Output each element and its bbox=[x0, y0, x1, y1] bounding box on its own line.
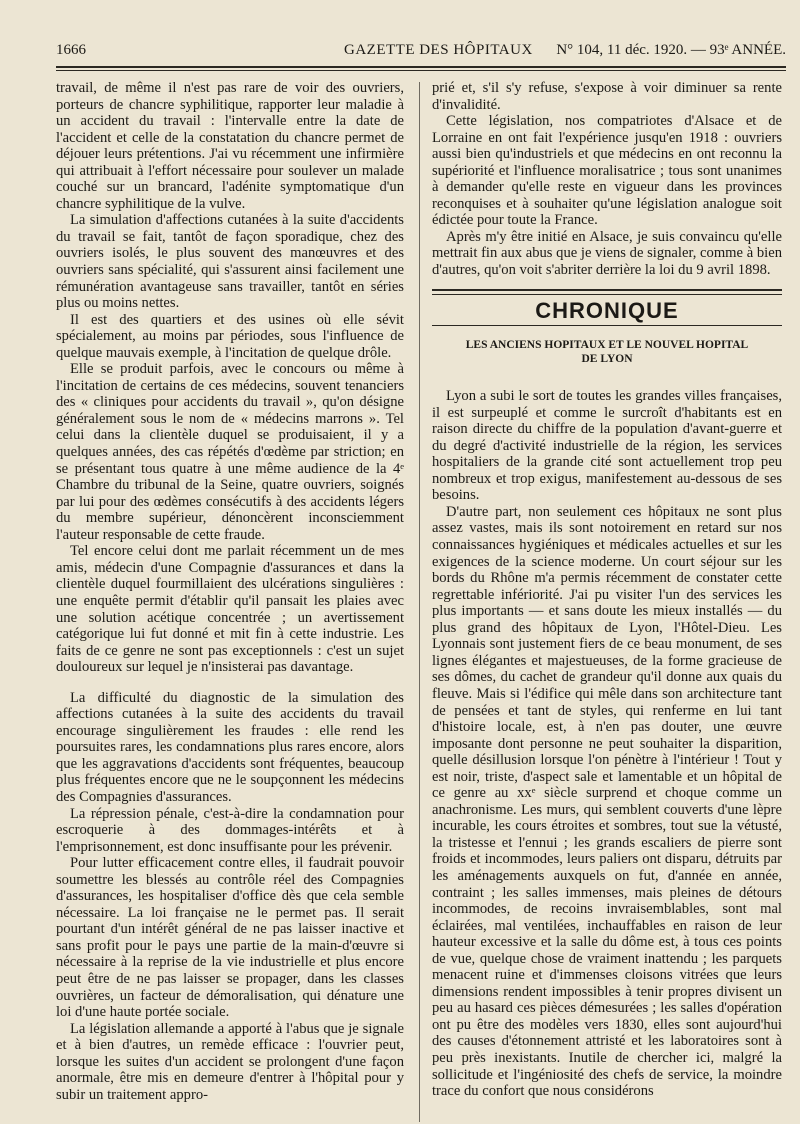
headline-line-2: DE LYON bbox=[581, 353, 633, 366]
paragraph: Pour lutter efficacement contre elles, il faudrait pouvoir soumettre les blessés au contrôle réel des Compagnies d'assurances, les hospitaliser d'office dès que cela semble nécessaire. La loi française ne le permet pas. Il serait pourtant d'un intérêt général de ne pas laisser inactive et sans profit pour le pays une partie de la main-d'œuvre si nécessaire à la reprise de la vie industrielle et plus encore peut être de ne pas laisser se propager, dans les classes ouvrières, un facteur de démoralisation, qui dénature une loi d'une haute portée sociale. bbox=[56, 855, 404, 1021]
paragraph: La simulation d'affections cutanées à la suite d'accidents du travail se fait, tantôt de façon sporadique, chez des ouvriers isolés, le plus souvent des manœuvres et des ouvriers sans spécialité, qui s'assurent ainsi facilement une rémunération avantageuse sans travailler, tantôt en séries plus ou moins nettes. bbox=[56, 212, 404, 312]
paragraph: Elle se produit parfois, avec le concours ou même à l'incitation de certains de ces médecins, souvent tenanciers des « cliniques pour accidents du travail », qu'on désigne généralement sous le nom de « médecins marrons ». Tel celui dans la clientèle duquel se produisaient, il y a quelques années, des cas répétés d'œdème par striction; en se présentant tous quatre à une même audience de la 4ᵉ Chambre du tribunal de la Seine, quatre ouvriers, soignés par lui pour des œdèmes consécutifs à des accidents légers du membre supérieur, dénoncèrent inconsciemment l'auteur responsable de cette fraude. bbox=[56, 361, 404, 543]
paragraph: prié et, s'il s'y refuse, s'expose à voir diminuer sa rente d'invalidité. bbox=[432, 80, 782, 113]
header-rule bbox=[56, 66, 786, 71]
page-number: 1666 bbox=[56, 42, 86, 58]
headline-line-1: LES ANCIENS HOPITAUX ET LE NOUVEL HOPITAL bbox=[465, 339, 749, 352]
paragraph: travail, de même il n'est pas rare de voir des ouvriers, porteurs de chancre syphilitique, rapporter leur maladie à un accident du travail : l'intervalle entre la date de l'accident et celle de la constatation du chancre permet de déjouer leurs prétentions. J'ai vu récemment une infirmière qui attribuait à l'effort nécessaire pour soulever un malade couché sur un brancard, l'adénite symptomatique d'un chancre syphilitique de la vulve. bbox=[56, 80, 404, 212]
paragraph: Il est des quartiers et des usines où elle sévit spécialement, au moins par périodes, sous l'influence de quelque mauvais exemple, à l'incitation de quelque drôle. bbox=[56, 311, 404, 361]
paragraph: La législation allemande a apporté à l'abus que je signale et à bien d'autres, un remède efficace : l'ouvrier peut, lorsque les suites d'un accident se prolongent d'une façon anormale, être mis en demeure d'entrer à l'hôpital pour y subir un traitement appro- bbox=[56, 1020, 404, 1103]
paragraph: Tel encore celui dont me parlait récemment un de mes amis, médecin d'une Compagnie d'assurances et dans la clientèle duquel fourmillaient des ulcérations singulières : une enquête permit d'établir qu'il pansait les plaies avec une solution acétique concentrée ; un avertissement catégorique lui fut donné et mit fin à cette industrie. Les faits de ce genre ne sont pas exceptionnels : c'est un sujet douloureux sur lequel je n'insisterai pas davantage. bbox=[56, 543, 404, 676]
paragraph: Après m'y être initié en Alsace, je suis convaincu qu'elle mettrait fin aux abus que je viens de signaler, comme à bien d'autres, qu'on voit s'abriter derrière la loi du 9 avril 1898. bbox=[432, 228, 782, 279]
right-column bbox=[432, 80, 782, 1100]
paragraph: Lyon a subi le sort de toutes les grandes villes françaises, il est surpeuplé et comme le surcroît d'habitants est en raison directe du chiffre de la population d'avant-guerre et du degré d'activité industrielle de la région, les services hospitaliers de la grande cité sont actuellement trop peu nombreux et trop exigus, manifestement au-dessous de ses besoins. bbox=[432, 388, 782, 504]
section-rule bbox=[432, 289, 782, 295]
column-divider bbox=[419, 82, 420, 1122]
paragraph: D'autre part, non seulement ces hôpitaux ne sont plus assez vastes, mais ils sont notoirement en retard sur nos connaissances hygiéniques et médicales actuelles et sur les exigences de la science moderne. Un court séjour sur les bords du Rhône m'a permis récemment de constater cette regrettable infériorité. J'ai pu visiter l'un des services les plus importants — et sans doute les mieux installés — du plus grand des hôpitaux de Lyon, l'Hôtel-Dieu. Les Lyonnais sont justement fiers de ce beau monument, de ses lignes élégantes et majestueuses, de la forme gracieuse de ses dômes, du cachet de grandeur qu'il donne aux quais du fleuve. Mais si l'édifice qui mêle dans son architecture tant de pensées et tant de styles, qui renferme en lui tant d'histoire locale, est, à n'en pas douter, une œuvre imposante dont personne ne peut souhaiter la disparition, quelle désillusion lorsque l'on pénètre à l'intérieur ! Tout y est noir, triste, d'aspect sale et lamentable et un hôpital de ce genre au xxᵉ siècle surprend et choque comme un anachronisme. Les murs, qui semblent couverts d'une lèpre incurable, les cours étroites et sombres, tout sue la vétusté, la tristesse et l'ennui ; les grands escaliers de pierre sont froids et incommodes, leurs paliers ont disparu, détruits par les aménagements auxquels on fut, d'année en année, contraint ; les salles immenses, mais pleines de détours incommodes, de recoins invraisemblables, sont mal éclairées, mal ventilées, inchauffables en raison de leur hauteur excessive et la salle du dôme est, à tous ces points de vue, quelque chose de vraiment inattendu ; les parquets menacent ruine et d'immenses cloisons vitrées que leurs dimensions rendent impossibles à tenir propres divisent un peu au hasard ces pièces démesurées ; les salles d'opération ont pu être des modèles vers 1830, elles sont aujourd'hui des causes d'étonnement attristé et les laboratoires sont à peu près inexistants. Inutile de chercher ici, malgré la sollicitude et l'ingéniosité des chefs de service, la moindre trace du confort que nous considérons bbox=[432, 503, 782, 1100]
section-title: CHRONIQUE bbox=[535, 297, 679, 323]
section-rule-thin bbox=[432, 325, 782, 326]
page-header bbox=[56, 38, 786, 62]
issue-info: N° 104, 11 déc. 1920. — 93ᵉ ANNÉE. bbox=[556, 42, 786, 58]
paragraph: La répression pénale, c'est-à-dire la condamnation pour escroquerie à des dommages-intérêts et à l'emprisonnement, est donc insuffisante pour les prévenir. bbox=[56, 805, 404, 855]
paragraph: Cette législation, nos compatriotes d'Alsace et de Lorraine en ont fait l'expérience jusqu'en 1918 : ouvriers aussi bien qu'industriels et que médecins en ont reconnu la supériorité et l'influence moralisatrice ; tous sont unanimes à demander qu'elle reste en vigueur dans les provinces reconquises et à souhaiter qu'une législation analogue soit édictée pour toute la France. bbox=[432, 113, 782, 229]
journal-title: GAZETTE DES HÔPITAUX bbox=[344, 42, 533, 58]
article-headline bbox=[432, 338, 782, 366]
left-column bbox=[56, 80, 404, 1103]
paragraph: La difficulté du diagnostic de la simulation des affections cutanées à la suite des accidents du travail encourage singulièrement les fraudes : elle rend les poursuites rares, les condamnations plus rares encore, alors que les aggravations d'accidents sont fréquentes, beaucoup plus fréquentes encore que ne le soupçonnent les médecins des Compagnies d'assurances. bbox=[56, 689, 404, 805]
